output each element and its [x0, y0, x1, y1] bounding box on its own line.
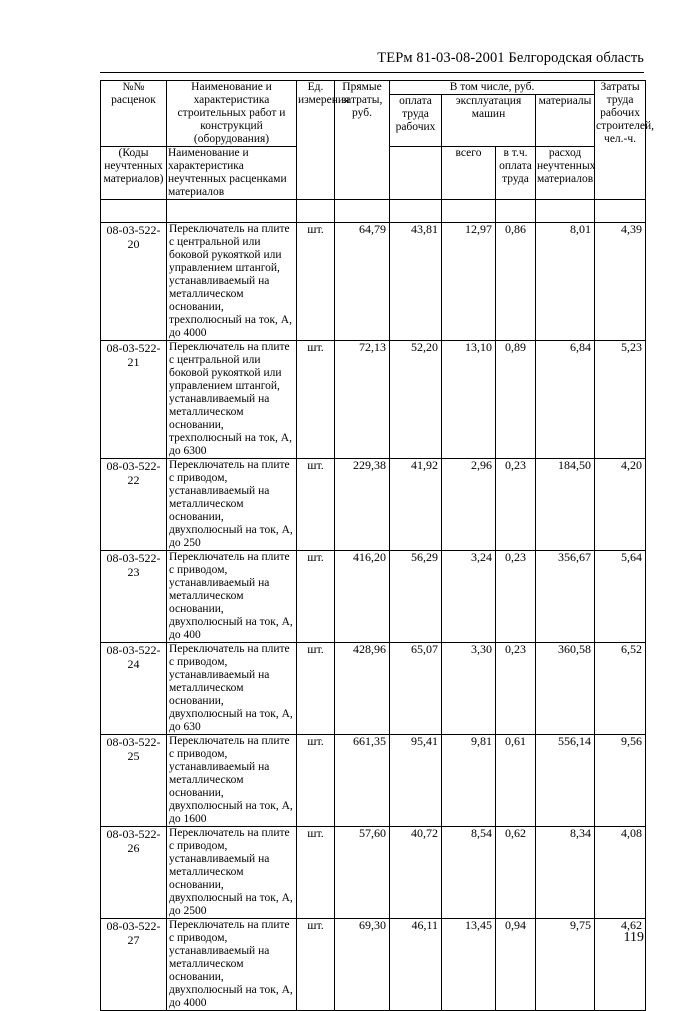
materials-cell: 9,75	[536, 919, 595, 1011]
rate-description: Переключатель на плите с приводом, устанавливаемый на металлическом основании, двухполюсный на ток, А, до 2500	[167, 827, 297, 919]
materials-cell: 184,50	[536, 459, 595, 551]
rate-code: 08-03-522-21	[101, 341, 167, 459]
table-row	[101, 551, 646, 643]
materials-cell: 8,34	[536, 827, 595, 919]
machines-wages-cell: 0,86	[496, 223, 536, 341]
header-rule	[100, 72, 644, 73]
wages-cell: 46,11	[390, 919, 442, 1011]
table-row	[101, 223, 646, 341]
wages-cell: 56,29	[390, 551, 442, 643]
rate-description: Переключатель на плите с приводом, устанавливаемый на металлическом основании, двухполюсный на ток, А, до 250	[167, 459, 297, 551]
header-machines-wages: в т.ч. оплата труда	[496, 147, 536, 200]
rate-code: 08-03-522-27	[101, 919, 167, 1011]
rate-description: Переключатель на плите с центральной или боковой рукояткой или управлением штангой, устанавливаемый на металлическом основании, трехполюсный на ток, А, до 6300	[167, 341, 297, 459]
header-code: №№ расценок	[101, 81, 167, 147]
machines-wages-cell: 0,62	[496, 827, 536, 919]
direct-costs-cell: 229,38	[335, 459, 390, 551]
rate-code: 08-03-522-20	[101, 223, 167, 341]
header-wages: оплата труда рабочих	[390, 95, 442, 147]
header-labor: Затраты труда рабочих строителей, чел.-ч.	[595, 81, 646, 200]
header-materials: материалы	[536, 95, 595, 147]
unit-cell: шт.	[297, 919, 335, 1011]
header-unit: Ед. измерения	[297, 81, 335, 200]
rate-code: 08-03-522-22	[101, 459, 167, 551]
materials-cell: 8,01	[536, 223, 595, 341]
header-material-codes: (Коды неучтенных материалов)	[101, 147, 167, 200]
table-row	[101, 643, 646, 735]
materials-cell: 360,58	[536, 643, 595, 735]
direct-costs-cell: 69,30	[335, 919, 390, 1011]
table-row	[101, 827, 646, 919]
direct-costs-cell: 428,96	[335, 643, 390, 735]
labor-cell: 4,62	[595, 919, 646, 1011]
direct-costs-cell: 57,60	[335, 827, 390, 919]
wages-cell: 41,92	[390, 459, 442, 551]
header-wages-blank	[390, 147, 442, 200]
rate-description: Переключатель на плите с приводом, устанавливаемый на металлическом основании, двухполюсный на ток, А, до 4000	[167, 919, 297, 1011]
rate-description: Переключатель на плите с приводом, устанавливаемый на металлическом основании, двухполюсный на ток, А, до 1600	[167, 735, 297, 827]
labor-cell: 4,39	[595, 223, 646, 341]
rate-description: Переключатель на плите с приводом, устанавливаемый на металлическом основании, двухполюсный на ток, А, до 630	[167, 643, 297, 735]
header-name: Наименование и характеристика строительных работ и конструкций (оборудования)	[167, 81, 297, 147]
rate-code: 08-03-522-24	[101, 643, 167, 735]
unit-cell: шт.	[297, 223, 335, 341]
direct-costs-cell: 64,79	[335, 223, 390, 341]
spacer-row	[101, 200, 646, 223]
rates-table	[100, 80, 654, 1011]
labor-cell: 9,56	[595, 735, 646, 827]
rate-description: Переключатель на плите с центральной или боковой рукояткой или управлением штангой, устанавливаемый на металлическом основании, трехполюсный на ток, А, до 4000	[167, 223, 297, 341]
rate-code: 08-03-522-26	[101, 827, 167, 919]
header-machines: эксплуатация машин	[442, 95, 536, 147]
labor-cell: 6,52	[595, 643, 646, 735]
unit-cell: шт.	[297, 827, 335, 919]
labor-cell: 5,64	[595, 551, 646, 643]
machines-cell: 9,81	[442, 735, 496, 827]
wages-cell: 95,41	[390, 735, 442, 827]
header-direct-costs: Прямые затраты, руб.	[335, 81, 390, 200]
machines-cell: 2,96	[442, 459, 496, 551]
unit-cell: шт.	[297, 643, 335, 735]
direct-costs-cell: 661,35	[335, 735, 390, 827]
machines-cell: 12,97	[442, 223, 496, 341]
labor-cell: 5,23	[595, 341, 646, 459]
machines-wages-cell: 0,89	[496, 341, 536, 459]
unit-cell: шт.	[297, 459, 335, 551]
wages-cell: 43,81	[390, 223, 442, 341]
rate-description: Переключатель на плите с приводом, устанавливаемый на металлическом основании, двухполюсный на ток, А, до 400	[167, 551, 297, 643]
direct-costs-cell: 416,20	[335, 551, 390, 643]
machines-cell: 8,54	[442, 827, 496, 919]
labor-cell: 4,08	[595, 827, 646, 919]
wages-cell: 40,72	[390, 827, 442, 919]
materials-cell: 556,14	[536, 735, 595, 827]
header-material-names: Наименование и характеристика неучтенных расценками материалов	[167, 147, 297, 200]
materials-cell: 6,84	[536, 341, 595, 459]
wages-cell: 52,20	[390, 341, 442, 459]
machines-wages-cell: 0,23	[496, 551, 536, 643]
table-row	[101, 341, 646, 459]
document-header: ТЕРм 81-03-08-2001 Белгородская область	[377, 50, 644, 66]
machines-wages-cell: 0,23	[496, 459, 536, 551]
unit-cell: шт.	[297, 341, 335, 459]
rate-code: 08-03-522-25	[101, 735, 167, 827]
unit-cell: шт.	[297, 735, 335, 827]
machines-cell: 13,45	[442, 919, 496, 1011]
header-including: В том числе, руб.	[390, 81, 595, 95]
machines-cell: 3,24	[442, 551, 496, 643]
rate-code: 08-03-522-23	[101, 551, 167, 643]
wages-cell: 65,07	[390, 643, 442, 735]
materials-cell: 356,67	[536, 551, 595, 643]
table-row	[101, 735, 646, 827]
header-material-consumption: расход неучтенных материалов	[536, 147, 595, 200]
header-machines-total: всего	[442, 147, 496, 200]
page-number: 119	[623, 930, 644, 945]
table-row	[101, 919, 646, 1011]
table-row	[101, 459, 646, 551]
machines-wages-cell: 0,61	[496, 735, 536, 827]
header-row-1	[101, 81, 646, 95]
machines-wages-cell: 0,94	[496, 919, 536, 1011]
machines-wages-cell: 0,23	[496, 643, 536, 735]
machines-cell: 13,10	[442, 341, 496, 459]
labor-cell: 4,20	[595, 459, 646, 551]
direct-costs-cell: 72,13	[335, 341, 390, 459]
machines-cell: 3,30	[442, 643, 496, 735]
unit-cell: шт.	[297, 551, 335, 643]
